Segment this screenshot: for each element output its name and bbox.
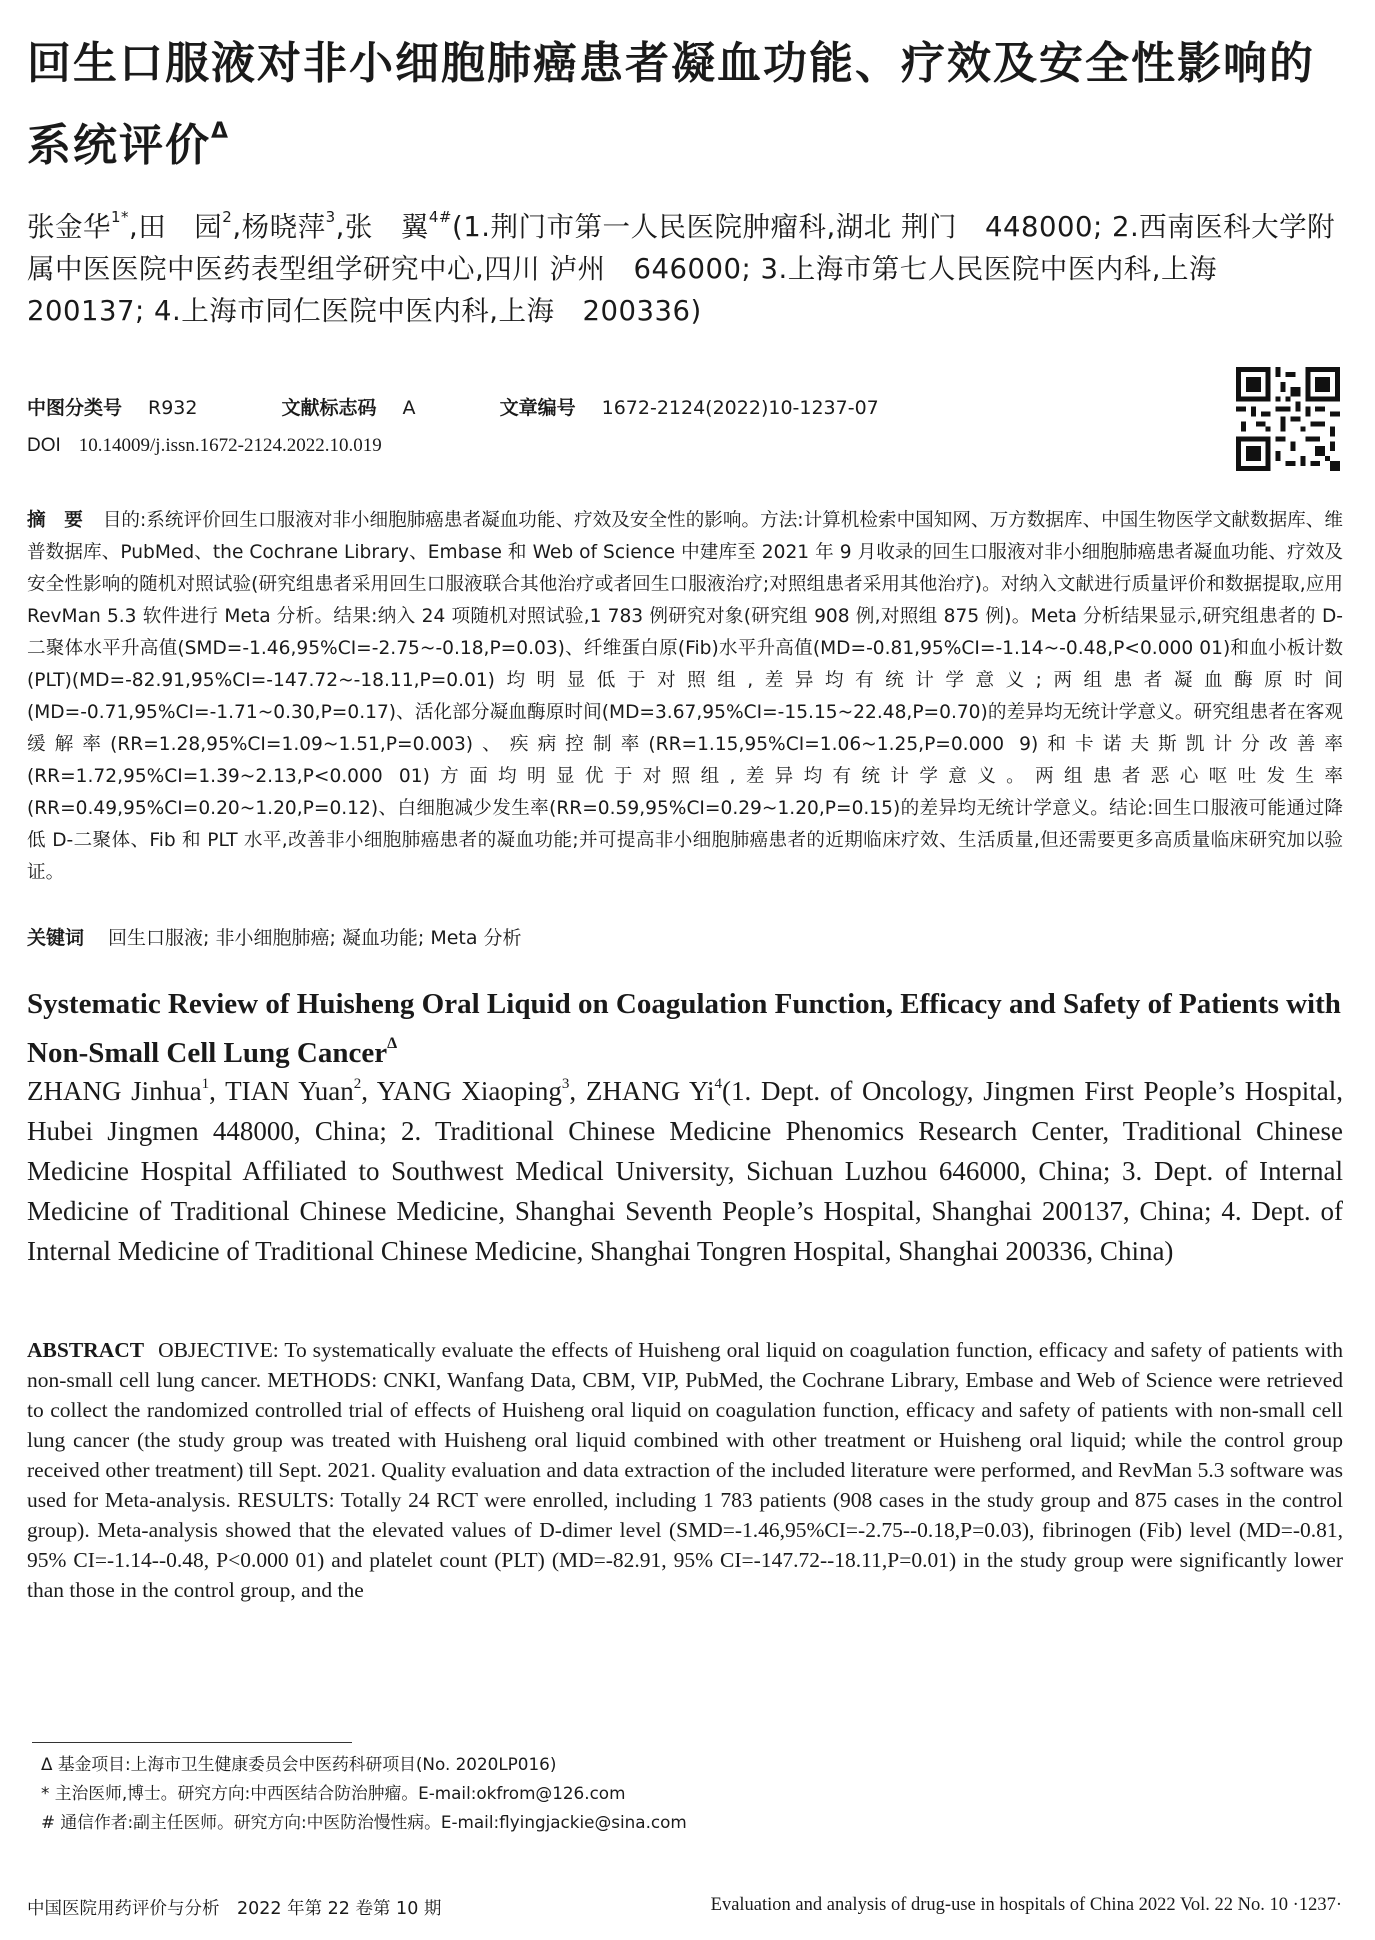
affiliations-cn: (1.荆门市第一人民医院肿瘤科,湖北 荆门 448000; 2.西南医科大学附属中医医院中医药表型组学研究中心,四川 泸州 646000; 3.上海市第七人民医院中医内科,上海 200137; 4.上海市同仁医院中医内科,上海 200336) xyxy=(27,211,1336,327)
abstract-cn xyxy=(27,505,1343,889)
doc-code-value: A xyxy=(402,397,416,419)
author-en-2: TIAN Yuan xyxy=(225,1076,354,1106)
abstract-cn-label: 摘 要 xyxy=(27,510,83,531)
authors-cn: 张金华$^{1*}$,田 园$^2$,杨晓萍$^3$,张 翼$^{4\#}$(1.荆门市第一人民医院肿瘤科,湖北 荆门 448000; 2.西南医科大学附属中医医院中医药表型组学研究中心,四川 泸州 646000; 3.上海市第七人民医院中医内科,上海 200137; 4.上海市同仁医院中医内科,上海 200336) xyxy=(27,208,1336,327)
abstract-cn-text: 目的:系统评价回生口服液对非小细胞肺癌患者凝血功能、疗效及安全性的影响。方法:计算机检索中国知网、万方数据库、中国生物医学文献数据库、维普数据库、PubMed、the Cochrane Library、Embase 和 Web of Science 中建库至 2021 年 9 月收录的回生口服液对非小细胞肺癌患者凝血功能、疗效及安全性影响的随机对照试验(研究组患者采用回生口服液联合其他治疗或者回生口服液治疗;对照组患者采用其他治疗)。对纳入文献进行质量评价和数据提取,应用 RevMan 5.3 软件进行 Meta 分析。结果:纳入 24 项随机对照试验,1 783 例研究对象(研究组 908 例,对照组 875 例)。Meta 分析结果显示,研究组患者的 D-二聚体水平升高值(SMD=-1.46,95%CI=-2.75~-0.18,P=0.03)、纤维蛋白原(Fib)水平升高值(MD=-0.81,95%CI=-1.14~-0.48,P<0.000 01)和血小板计数(PLT)(MD=-82.91,95%CI=-147.72~-18.11,P=0.01)均明显低于对照组,差异均有统计学意义;两组患者凝血酶原时间(MD=-0.71,95%CI=-1.71~0.30,P=0.17)、活化部分凝血酶原时间(MD=3.67,95%CI=-15.15~22.48,P=0.70)的差异均无统计学意义。研究组患者在客观缓解率(RR=1.28,95%CI=1.09~1.51,P=0.003)、疾病控制率(RR=1.15,95%CI=1.06~1.25,P=0.000 9)和卡诺夫斯凯计分改善率(RR=1.72,95%CI=1.39~2.13,P<0.000 01)方面均明显优于对照组,差异均有统计学意义。两组患者恶心呕吐发生率(RR=0.49,95%CI=0.20~1.20,P=0.12)、白细胞减少发生率(RR=0.59,95%CI=0.29~1.20,P=0.15)的差异均无统计学意义。结论:回生口服液可能通过降低 D-二聚体、Fib 和 PLT 水平,改善非小细胞肺癌患者的凝血功能;并可提高非小细胞肺癌患者的近期临床疗效、生活质量,但还需要更多高质量临床研究加以验证。 xyxy=(27,510,1343,883)
author-en-1: ZHANG Jinhua xyxy=(27,1076,202,1106)
title-en xyxy=(27,984,1343,1073)
keywords-cn-label: 关键词 xyxy=(27,927,85,949)
running-footer-left: 中国医院用药评价与分析 2022 年第 22 卷第 10 期 xyxy=(27,1899,442,1919)
article-no-label: 文章编号 xyxy=(499,397,576,419)
author-en-3: YANG Xiaoping xyxy=(376,1076,562,1106)
article-no-value: 1672-2124(2022)10-1237-07 xyxy=(601,397,879,419)
clc-value: R932 xyxy=(148,397,198,419)
title-en-mark: Δ xyxy=(387,1035,398,1052)
author-cn-3-sup: 3 xyxy=(325,208,336,226)
author-en-2-sup: 2 xyxy=(353,1076,362,1092)
affiliations-en: (1. Dept. of Oncology, Jingmen First People’s Hospital, Hubei Jingmen 448000, China; 2. Traditional Chinese Medicine Phenomics Research Center, Traditional Chinese Medicine Hospital Affiliated to Southwest Medical University, Sichuan Luzhou 646000, China; 3. Dept. of Internal Medicine of Traditional Chinese Medicine, Shanghai Seventh People’s Hospital, Shanghai 200137, China; 4. Dept. of Internal Medicine of Traditional Chinese Medicine, Shanghai Tongren Hospital, Shanghai 200336, China) xyxy=(27,1076,1344,1266)
author-en-4: ZHANG Yi xyxy=(585,1076,715,1106)
title-cn-mark: Δ xyxy=(211,119,231,144)
footnotes xyxy=(27,1750,1343,1837)
author-cn-2: 田 园 xyxy=(138,211,223,243)
author-cn-4-sup: 4# xyxy=(428,208,453,226)
author-cn-1-sup: 1* xyxy=(111,208,130,226)
doc-code-label: 文献标志码 xyxy=(281,397,377,419)
keywords-cn-text: 回生口服液; 非小细胞肺癌; 凝血功能; Meta 分析 xyxy=(108,927,522,949)
author-cn-2-sup: 2 xyxy=(222,208,233,226)
authors-en: ZHANG Jinhua$^1$, TIAN Yuan$^2$, YANG Xiaoping$^3$, ZHANG Yi$^4$(1. Dept. of Oncology, Jingmen First People’s Hospital, Hubei Jingmen 448000, China; 2. Traditional Chinese Medicine Phenomics Research Center, Traditional Chinese Medicine Hospital Affiliated to Southwest Medical University, Sichuan Luzhou 646000, China; 3. Dept. of Internal Medicine of Traditional Chinese Medicine, Shanghai Seventh People’s Hospital, Shanghai 200137, China; 4. Dept. of Internal Medicine of Traditional Chinese Medicine, Shanghai Tongren Hospital, Shanghai 200336, China) xyxy=(27,1076,1344,1266)
title-cn-text: 回生口服液对非小细胞肺癌患者凝血功能、疗效及安全性影响的系统评价 xyxy=(27,38,1315,171)
author-cn-4: 张 翼 xyxy=(344,211,429,243)
doi-value: 10.14009/j.issn.1672-2124.2022.10.019 xyxy=(78,435,382,456)
title-en-text: Systematic Review of Huisheng Oral Liquid on Coagulation Function, Efficacy and Safety of Patients with Non-Small Cell Lung Cancer xyxy=(27,988,1341,1069)
author-cn-1: 张金华 xyxy=(27,211,111,243)
classification-row xyxy=(27,394,1343,422)
abstract-en xyxy=(27,1335,1343,1605)
author-cn-3: 杨晓萍 xyxy=(241,211,326,243)
author-en-3-sup: 3 xyxy=(561,1076,570,1092)
footnote-divider xyxy=(32,1742,352,1743)
keywords-cn xyxy=(27,923,1343,953)
doi-label: DOI xyxy=(27,435,61,456)
abstract-en-label: ABSTRACT xyxy=(27,1338,145,1362)
running-footer-right: Evaluation and analysis of drug-use in hospitals of China 2022 Vol. 22 No. 10 ·1237· xyxy=(710,1895,1342,1915)
doi-row xyxy=(27,432,1343,460)
footnote-corresponding[interactable]: # 通信作者:副主任医师。研究方向:中医防治慢性病。E-mail:flyingjackie@sina.com xyxy=(41,1812,687,1832)
qr-code-icon[interactable] xyxy=(1236,367,1340,471)
footnote-fund: Δ 基金项目:上海市卫生健康委员会中医药科研项目(No. 2020LP016) xyxy=(41,1754,557,1774)
author-en-1-sup: 1 xyxy=(201,1076,210,1092)
title-cn xyxy=(27,30,1343,180)
author-en-4-sup: 4 xyxy=(714,1076,723,1092)
abstract-en-text: OBJECTIVE: To systematically evaluate the effects of Huisheng oral liquid on coagulation function, efficacy and safety of patients with non-small cell lung cancer. METHODS: CNKI, Wanfang Data, CBM, VIP, PubMed, the Cochrane Library, Embase and Web of Science were retrieved to collect the randomized controlled trial of effects of Huisheng oral liquid on coagulation function, efficacy and safety of patients with non-small cell lung cancer (the study group was treated with Huisheng oral liquid combined with other treatment or Huisheng oral liquid; while the control group received other treatment) till Sept. 2021. Quality evaluation and data extraction of the included literature were performed, and RevMan 5.3 software was used for Meta-analysis. RESULTS: Totally 24 RCT were enrolled, including 1 783 patients (908 cases in the study group and 875 cases in the control group). Meta-analysis showed that the elevated values of D-dimer level (SMD=-1.46,95%CI=-2.75--0.18,P=0.03), fibrinogen (Fib) level (MD=-0.81, 95% CI=-1.14--0.48, P<0.000 01) and platelet count (PLT) (MD=-82.91, 95% CI=-147.72--18.11,P=0.01) in the study group were significantly lower than those in the control group, and the xyxy=(27,1338,1343,1602)
clc-label: 中图分类号 xyxy=(27,397,123,419)
footnote-first-author[interactable]: * 主治医师,博士。研究方向:中西医结合防治肿瘤。E-mail:okfrom@126.com xyxy=(41,1783,626,1803)
